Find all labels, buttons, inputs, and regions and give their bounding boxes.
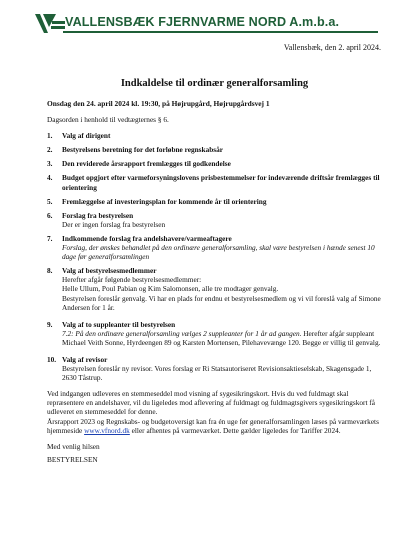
agenda-item-text: Bestyrelsen foreslår ny revisor. Vores forslag er Ri Statsautoriseret Revisionsaktieselskab, Skagensgade 1, 2630 Tåstrup. [62,364,372,383]
agenda-item [47,234,382,261]
agenda-item-number: 9. [47,319,53,329]
document-title: Indkaldelse til ordinær generalforsamling [120,78,309,89]
agenda-item-heading: Valg af bestyrelsesmedlemmer [62,266,157,276]
agenda-item-text: Der er ingen forslag fra bestyrelsen [62,219,166,229]
greeting: Med venlig hilsen [47,441,100,451]
agenda-item-number: 2. [47,145,53,155]
agenda-item [47,131,382,140]
agenda-item [47,197,382,206]
agenda-item [47,159,382,168]
date-line: Vallensbæk, den 2. april 2024. [283,43,381,52]
agenda-item-number: 7. [47,233,53,243]
agenda-item-text: Bestyrelsen foreslår genvalg. Vi har en plads for endnu et bestyrelsesmedlem og vi vil foreslå valg af Simone Andersen for 1 år. [62,293,381,312]
agenda-item-text: Herefter afgår suppleant Michael Veith Sonne, Hyrdeengen 89 og Karsten Mortensen, Pilehavevænge 120. Begge er villig til genvalg. [62,328,381,347]
agenda-item-number: 3. [47,159,53,169]
agenda-item-note: Forslag, der ønskes behandlet på den ordinære generalforsamling, skal være bestyrelsen i hænde senest 10 dage før generalforsamlingen [62,243,375,262]
agenda-item-heading: Den reviderede årsrapport fremlægges til godkendelse [62,159,231,169]
agenda-item-heading: Valg af revisor [62,354,108,364]
letterhead-rule [63,31,378,33]
agenda-item-number: 10. [47,354,57,364]
closing-section [47,389,382,464]
voting-paragraph [47,389,382,416]
organization-name: VALLENSBÆK FJERNVARME NORD A.m.b.a. [65,15,340,29]
agenda-item-text: Helle Ullum, Poul Pabian og Kim Salomonsen, alle tre modtager genvalg. [62,284,279,294]
agenda-item-heading: Indkommende forslag fra andelshavere/varmeaftagere [62,233,232,243]
report-paragraph [47,417,382,435]
agenda-intro: Dagsorden i henhold til vedtægternes § 6. [47,115,169,125]
agenda-item-heading: Valg af to suppleanter til bestyrelsen [62,319,176,329]
agenda-item-number: 5. [47,196,53,206]
agenda-item [47,145,382,154]
agenda-item [47,266,382,311]
agenda-item-number: 6. [47,210,53,220]
voting-text: Ved indgangen udleveres en stemmeseddel mod visning af sygesikringskort. Hvis du ved fuldmagt skal repræsentere en andelshaver, vil du ligeledes mod aflevering af fuldmagt og fuldmagtsgivers sygesikringskort få udleveret en stemmeseddel for denne. [47,389,375,417]
meeting-details: Onsdag den 24. april 2024 kl. 19:30, på Højrupgård, Højrupgårdsvej 1 [47,99,270,108]
agenda-item-number: 1. [47,131,53,141]
agenda-item-heading: Budget opgjort efter varmeforsyningslovens prisbestemmelser for indeværende driftsår fremlægges til orientering [62,173,380,192]
report-text-before: Årsrapport 2023 og Regnskabs- og budgetoversigt kan fra én uge før generalforsamlingen læses på varmeværkets hjemmeside [47,416,379,435]
letterhead [33,11,378,37]
agenda-item [47,320,382,347]
statute-quote: 7.2: På den ordinære generalforsamling vælges 2 suppleanter for 1 år ad gangen. [62,328,302,338]
agenda-item [47,173,382,191]
signature: BESTYRELSEN [47,454,98,464]
agenda-item-paragraph [62,329,382,347]
agenda-item [47,211,382,229]
agenda-item-number: 8. [47,266,53,276]
agenda-item-text: Herefter afgår følgende bestyrelsesmedlemmer: [62,275,202,285]
agenda-item [47,355,382,382]
letter-body [47,78,382,464]
agenda-item-heading: Forslag fra bestyrelsen [62,210,134,220]
agenda-item-heading: Valg af dirigent [62,131,111,141]
website-link[interactable]: www.vfnord.dk [84,425,130,435]
agenda-item-heading: Bestyrelsens beretning for det forløbne regnskabsår [62,145,224,155]
report-text-after: eller afhentes på varmeværket. Dette gælder ligeledes for Tariffer 2024. [129,425,341,435]
vfn-logo-icon [33,11,65,37]
agenda-item-heading: Fremlæggelse af investeringsplan for kommende år til orientering [62,196,267,206]
agenda-list [47,131,382,382]
agenda-item-number: 4. [47,173,53,183]
